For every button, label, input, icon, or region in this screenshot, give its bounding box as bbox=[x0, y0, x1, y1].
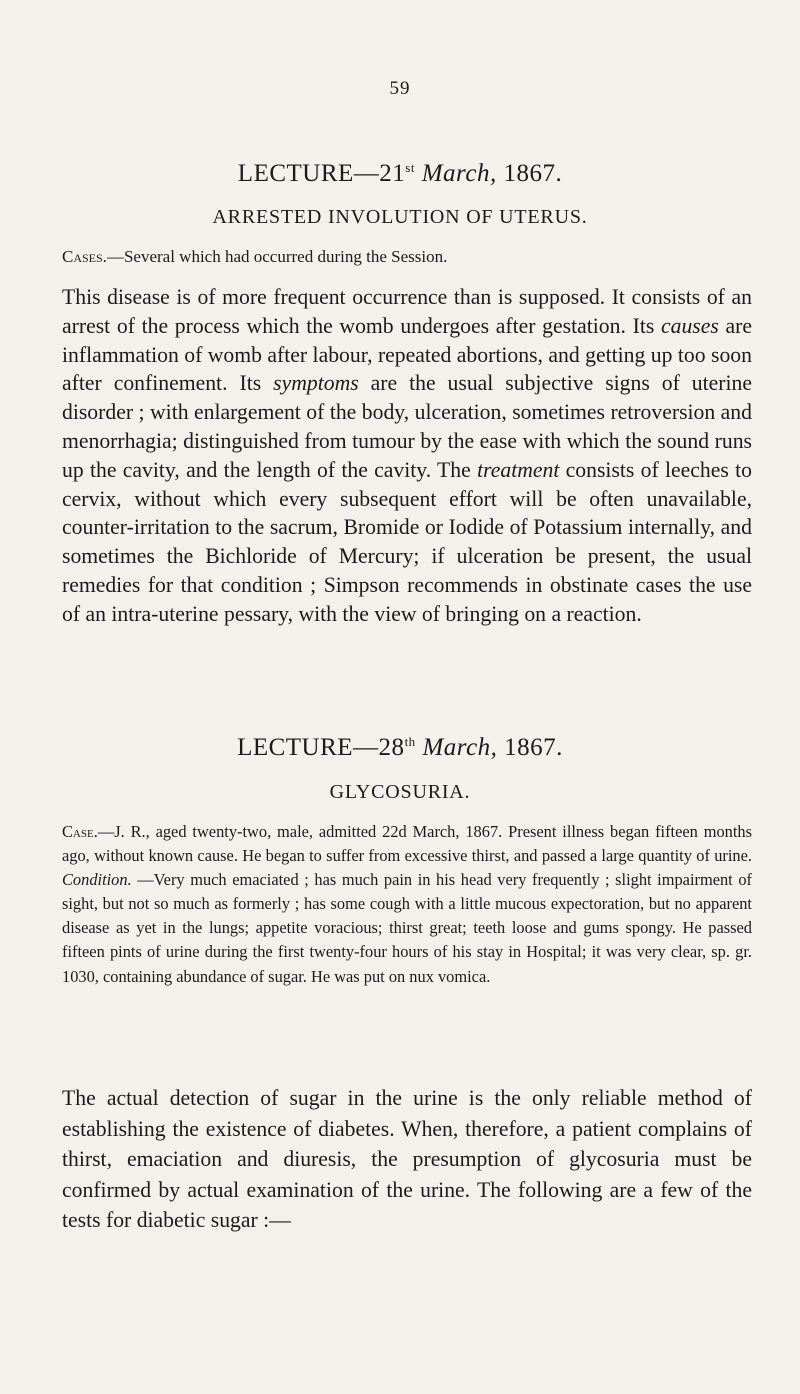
cases-label: Cases. bbox=[62, 247, 107, 266]
paragraph-part: —Very much emaciated ; has much pain in his head very frequently ; slight impairment of sight, but not so much as formerly ; has some cough with a little mucous expectoration, but no apparent disease as yet in the lungs; appetite voracious; thirst great; teeth loose and gums spongy. He passed fifteen pints of urine during the first twenty-four hours of his stay in Hospital; it was very clear, sp. gr. 1030, containing abundance of sugar. He was put on nux vomica. bbox=[62, 870, 752, 986]
glycosuria-case-paragraph bbox=[62, 820, 752, 989]
symptoms-emphasis: symptoms bbox=[273, 371, 359, 396]
lecture-heading-1-prefix: LECTURE—21 bbox=[237, 160, 406, 187]
lecture-heading-2-prefix: LECTURE—28 bbox=[237, 734, 405, 761]
condition-emphasis: Condition. bbox=[62, 870, 132, 890]
paragraph-part: —J. R., aged twenty-two, male, admitted 22d March, 1867. Present illness began fifteen months ago, without known cause. He began to suffer from excessive thirst, and passed a large quantity of urine. bbox=[62, 822, 752, 866]
lecture-heading-2-month: March, bbox=[422, 734, 498, 761]
case-label: Case. bbox=[62, 822, 98, 841]
lecture-heading-2-year: 1867. bbox=[504, 734, 563, 761]
paragraph-part: consists of leeches to cervix, without which every subsequent effort will be often unavailable, counter-irritation to the sacrum, Bromide or Iodide of Potassium internally, and sometimes the Bichloride of Mercury; if ulceration be present, the usual remedies for that condition ; Simpson recommends in obstinate cases the use of an intra-uterine pessary, with the view of bringing on a reaction. bbox=[62, 457, 752, 626]
sugar-detection-paragraph: The actual detection of sugar in the urine is the only reliable method of establishing the existence of diabetes. When, therefore, a patient complains of thirst, emaciation and diuresis, the presumption of glycosuria must be confirmed by actual examination of the urine. The following are a few of the tests for diabetic sugar :— bbox=[62, 1086, 752, 1232]
lecture-heading-2-sup: th bbox=[404, 734, 416, 749]
treatment-emphasis: treatment bbox=[477, 457, 560, 482]
paragraph-part: are the usual subjective signs of uterine disorder ; with enlargement of the body, ulceration, sometimes retroversion and menorrhagia; distinguished from tumour by the ease with which the sound runs up the cavity, and the length of the cavity. The bbox=[62, 371, 753, 482]
cases-text: —Several which had occurred during the Session. bbox=[106, 247, 448, 266]
causes-emphasis: causes bbox=[660, 313, 719, 338]
cases-line bbox=[62, 247, 752, 267]
paragraph-part: This disease is of more frequent occurrence than is supposed. It consists of an arrest of the process which the womb undergoes after gestation. Its bbox=[62, 285, 752, 338]
lecture-heading-1-sup: st bbox=[405, 160, 415, 175]
topic-title-2: GLYCOSURIA. bbox=[329, 781, 471, 803]
lecture-heading-2 bbox=[0, 734, 800, 762]
topic-title-1: ARRESTED INVOLUTION OF UTERUS. bbox=[212, 206, 588, 228]
lecture-heading-1-year: 1867. bbox=[503, 160, 563, 187]
lecture-heading-1-month: March, bbox=[421, 160, 497, 187]
lecture-heading-1 bbox=[0, 160, 800, 188]
page-number: 59 bbox=[389, 78, 411, 99]
arrested-involution-paragraph bbox=[62, 283, 752, 629]
paragraph-part: are inflammation of womb after labour, repeated abortions, and getting up too soon after confinement. Its bbox=[62, 313, 752, 396]
